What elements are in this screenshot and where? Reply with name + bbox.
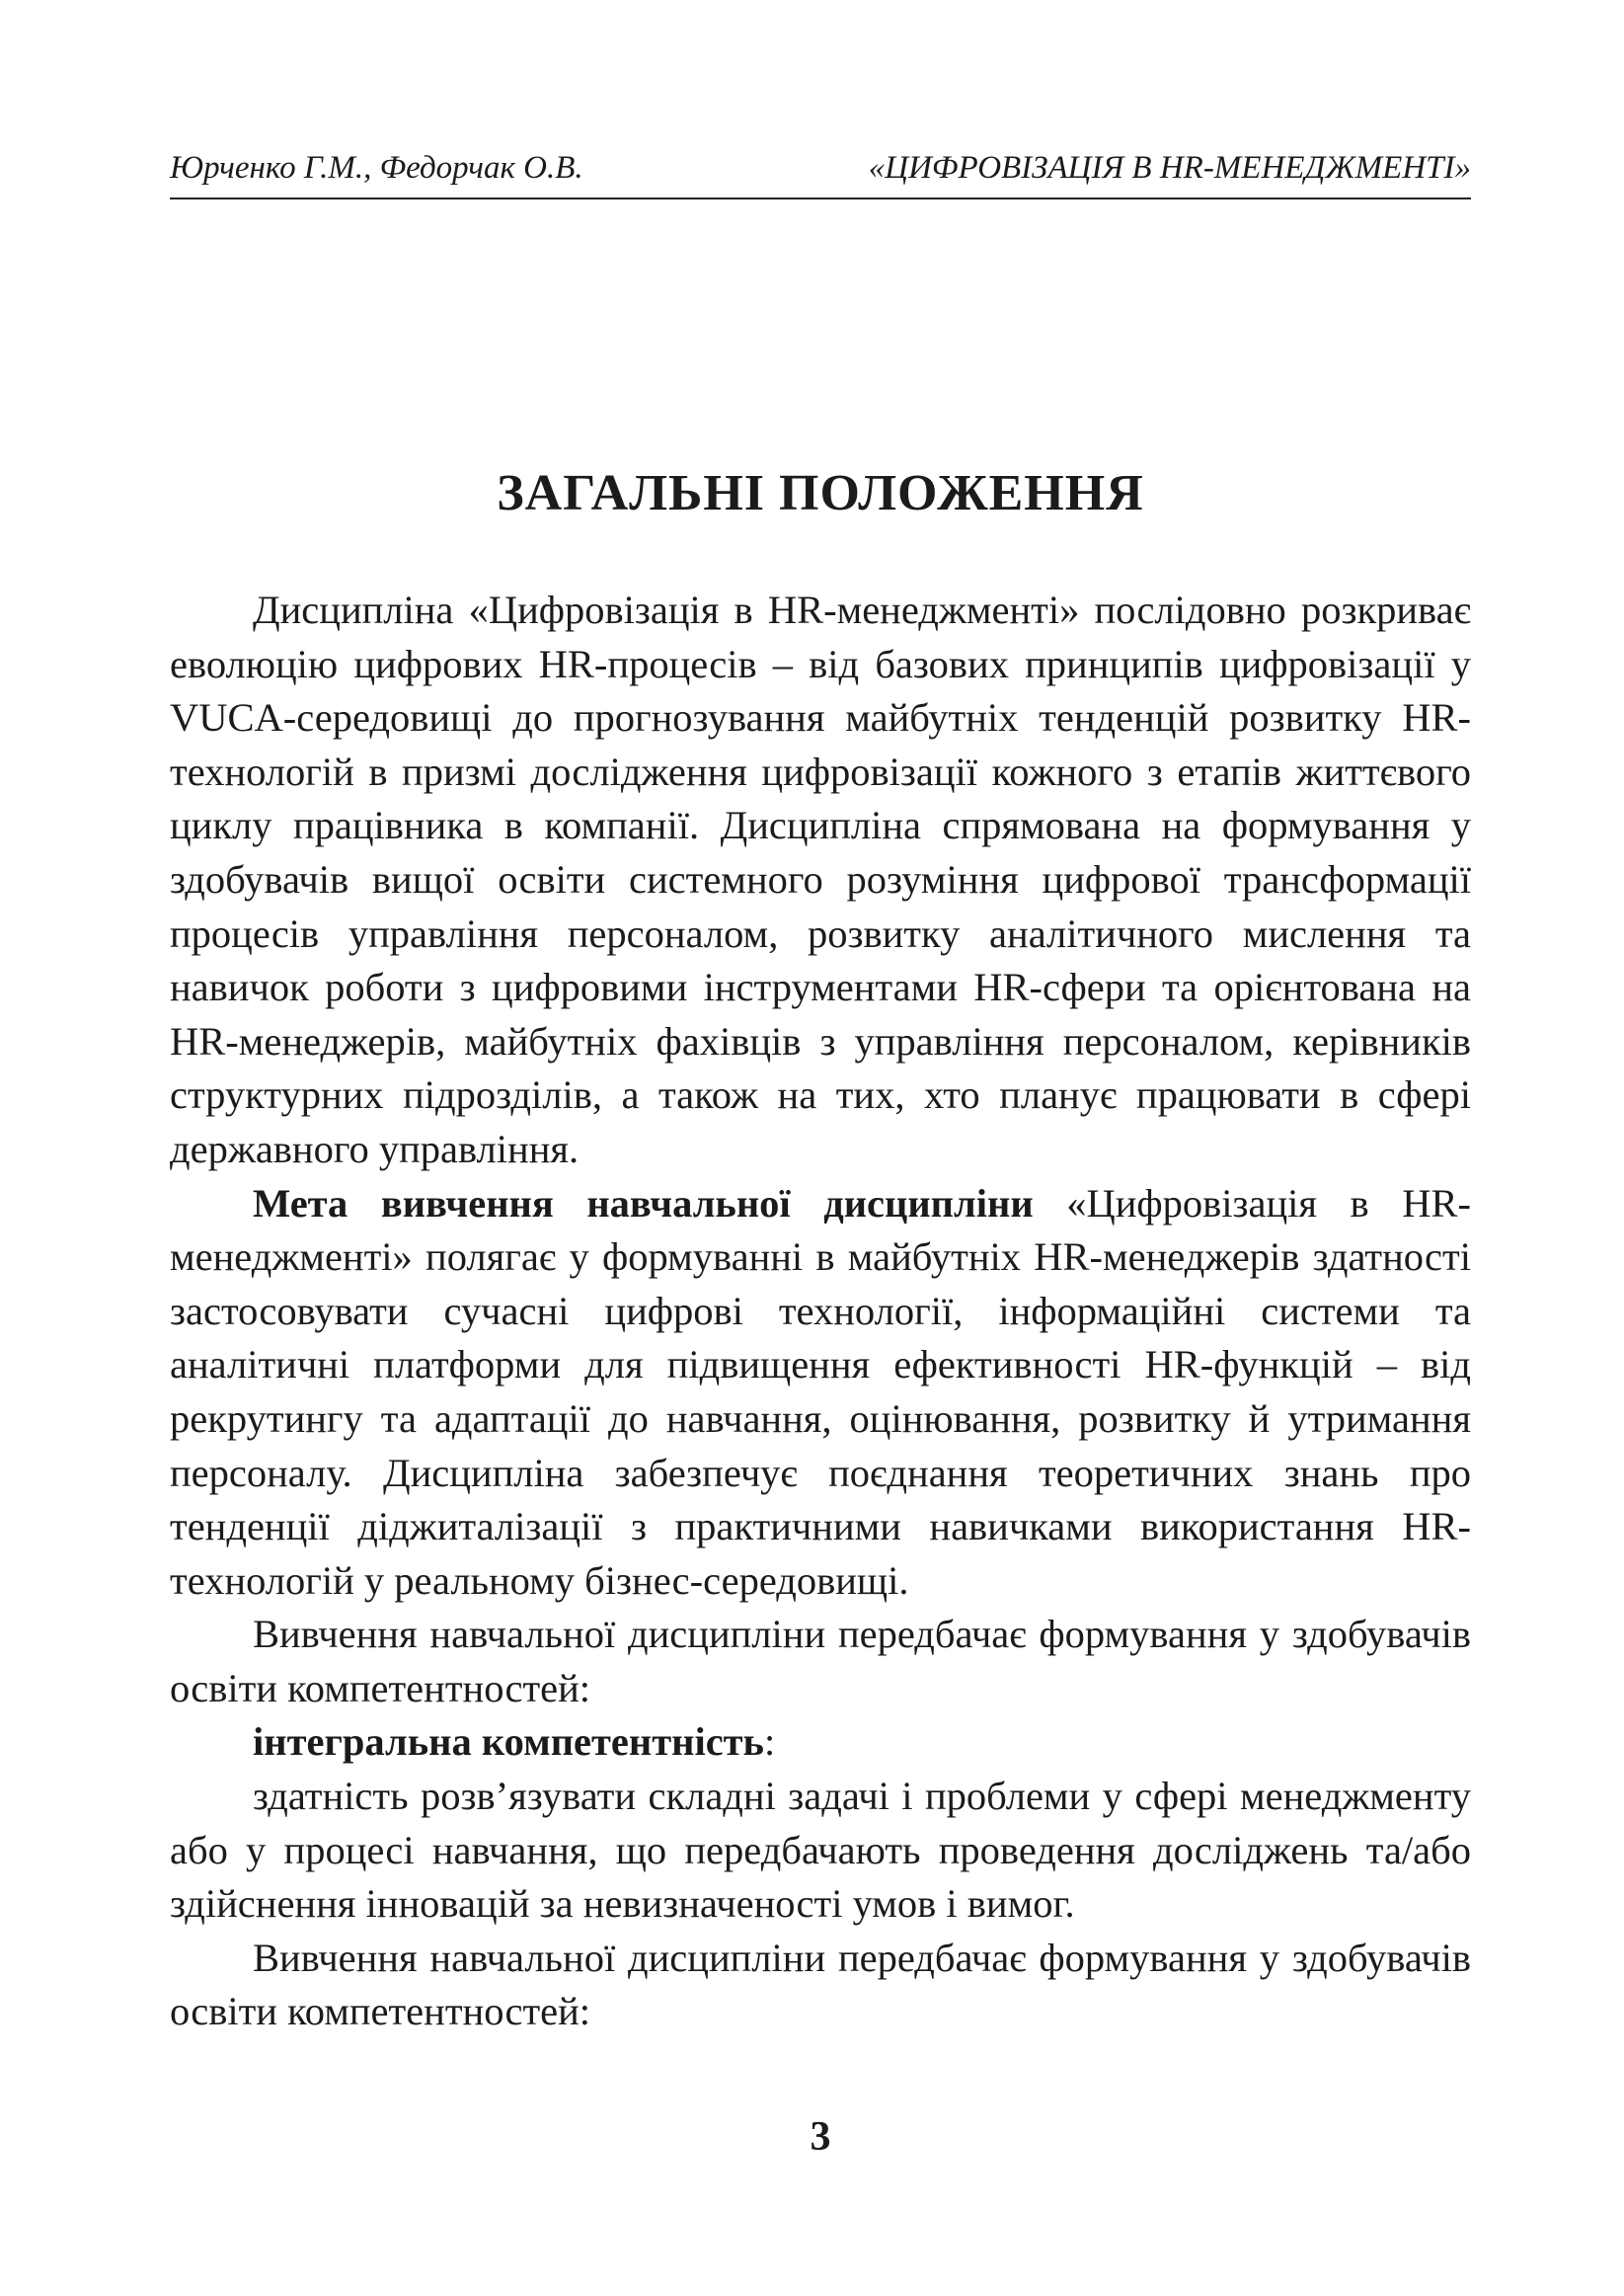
integral-competence-label: інтегральна компетентність [253, 1719, 764, 1765]
paragraph-discipline-description: Дисципліна «Цифровізація в HR-менеджменті» послідовно розкриває еволюцію цифрових HR-процесів – від базових принципів цифровізації у VUCA-середовищі до прогнозування майбутніх тенденцій розвитку HR-технологій в призмі дослідження цифровізації кожного з етапів життєвого циклу працівника в компанії. Дисципліна спрямована на формування у здобувачів вищої освіти системного розуміння цифрової трансформації процесів управління персоналом, розвитку аналітичного мислення та навичок роботи з цифровими інструментами HR-сфери та орієнтована на HR-менеджерів, майбутніх фахівців з управління персоналом, керівників структурних підрозділів, а також на тих, хто планує працювати в сфері державного управління. [170, 588, 1471, 1171]
body-text [170, 584, 1471, 2039]
study-goal-lead: Мета вивчення навчальної дисципліни [253, 1180, 1034, 1226]
paragraph-integral-competence-text: здатність розв’язувати складні задачі і проблеми у сфері менеджменту або у процесі навчання, що передбачають проведення досліджень та/або здійснення інновацій за невизначеності умов і вимог. [170, 1774, 1471, 1927]
header-authors: Юрченко Г.М., Федорчак О.В. [170, 150, 583, 186]
paragraph-integral-competence-heading [170, 1715, 1471, 1770]
integral-competence-colon: : [763, 1719, 776, 1765]
page-title: ЗАГАЛЬНІ ПОЛОЖЕННЯ [497, 465, 1144, 521]
page-number: 3 [810, 2114, 831, 2160]
running-header [170, 148, 1471, 199]
paragraph-study-goal [170, 1177, 1471, 1609]
paragraph-competences-intro: Вивчення навчальної дисципліни передбачає формування у здобувачів освіти компетентностей: [170, 1612, 1471, 1710]
paragraph-competences-intro-2: Вивчення навчальної дисципліни передбачає формування у здобувачів освіти компетентностей: [170, 1935, 1471, 2034]
header-book-title: «ЦИФРОВІЗАЦІЯ В HR-МЕНЕДЖМЕНТІ» [868, 150, 1471, 186]
study-goal-text: «Цифровізація в HR-менеджменті» полягає у формуванні в майбутніх HR-менеджерів здатності застосовувати сучасні цифрові технології, інформаційні системи та аналітичні платформи для підвищення ефективності HR-функцій – від рекрутингу та адаптації до навчання, оцінювання, розвитку й утримання персоналу. Дисципліна забезпечує поєднання теоретичних знань про тенденції діджиталізації з практичними навичками використання HR-технологій у реальному бізнес-середовищі. [170, 1180, 1471, 1603]
